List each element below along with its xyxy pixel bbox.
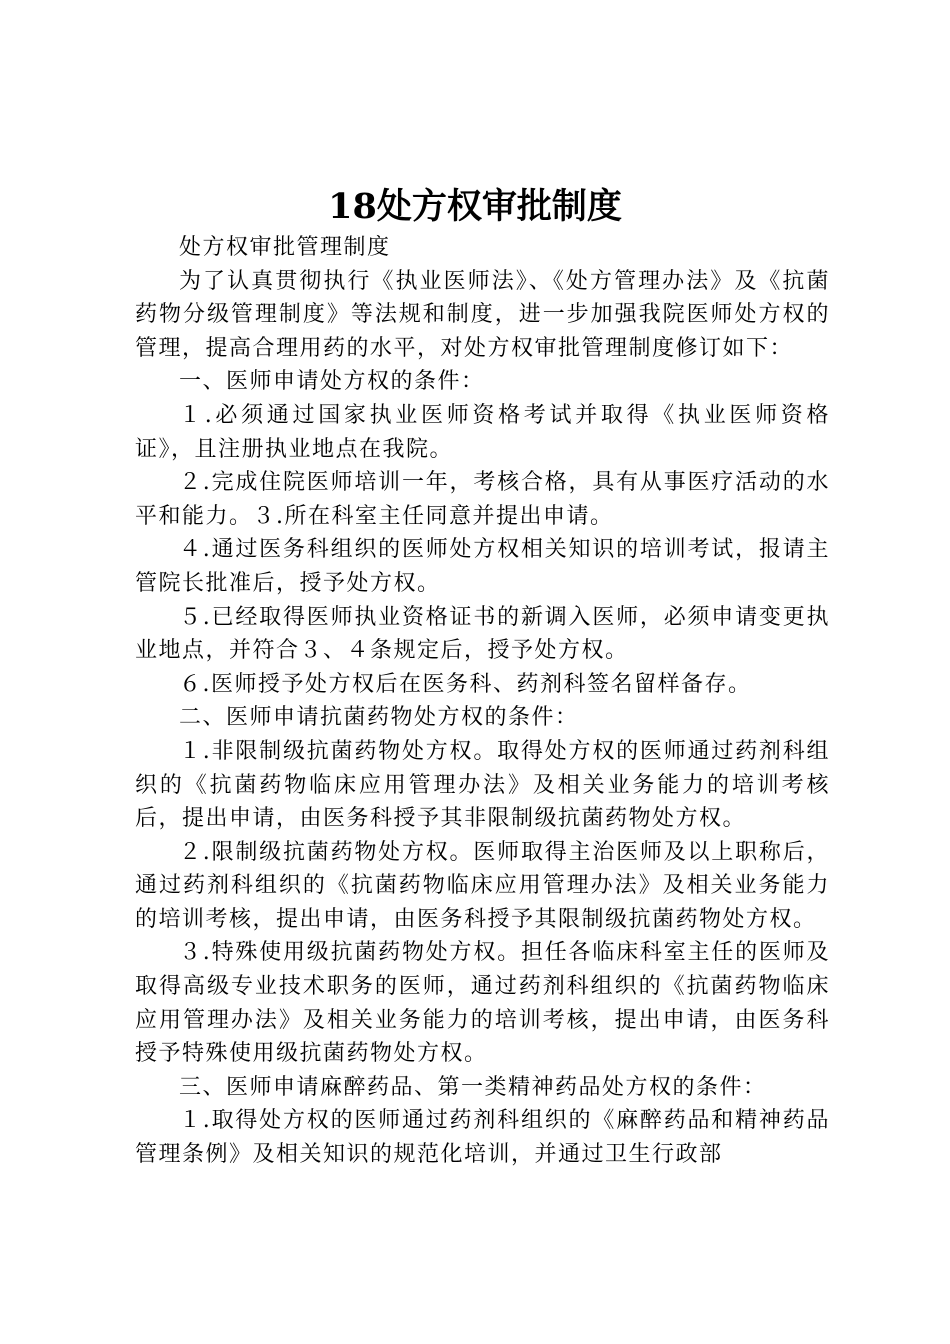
paragraph-intro: 为了认真贯彻执行《执业医师法》、《处方管理办法》及《抗菌药物分级管理制度》等法规和制度，进一步加强我院医师处方权的管理，提高合理用药的水平，对处方权审批管理制度修订如下：	[135, 268, 830, 361]
paragraph-item: ２.限制级抗菌药物处方权。医师取得主治医师及以上职称后，通过药剂科组织的《抗菌药物临床应用管理办法》及相关业务能力的培训考核，提出申请，由医务科授予其限制级抗菌药物处方权。	[135, 839, 830, 932]
section-heading-2: 二、医师申请抗菌药物处方权的条件：	[179, 705, 579, 731]
paragraph-item: ３.特殊使用级抗菌药物处方权。担任各临床科室主任的医师及取得高级专业技术职务的医师，通过药剂科组织的《抗菌药物临床应用管理办法》及相关业务能力的培训考核，提出申请，由医务科授予特殊使用级抗菌药物处方权。	[135, 940, 830, 1067]
document-body	[135, 231, 830, 1172]
paragraph-item: ５.已经取得医师执业资格证书的新调入医师，必须申请变更执业地点，并符合３、４条规定后，授予处方权。	[135, 604, 830, 664]
paragraph-item: １.取得处方权的医师通过药剂科组织的《麻醉药品和精神药品管理条例》及相关知识的规范化培训，并通过卫生行政部	[135, 1108, 830, 1168]
paragraph-item: １.非限制级抗菌药物处方权。取得处方权的医师通过药剂科组织的《抗菌药物临床应用管理办法》及相关业务能力的培训考核后，提出申请，由医务科授予其非限制级抗菌药物处方权。	[135, 738, 830, 832]
section-heading-1: 一、医师申请处方权的条件：	[179, 369, 485, 395]
paragraph-item: ２.完成住院医师培训一年，考核合格，具有从事医疗活动的水平和能力。３.所在科室主任同意并提出申请。	[135, 470, 830, 529]
paragraph-item: ４.通过医务科组织的医师处方权相关知识的培训考试，报请主管院长批准后，授予处方权。	[135, 537, 830, 596]
section-heading-3: 三、医师申请麻醉药品、第一类精神药品处方权的条件：	[179, 1074, 767, 1100]
document-title: 18处方权审批制度	[328, 186, 622, 227]
paragraph-item: ６.医师授予处方权后在医务科、药剂科签名留样备存。	[179, 671, 752, 697]
paragraph-subtitle: 处方权审批管理制度	[179, 235, 391, 260]
paragraph-item: １.必须通过国家执业医师资格考试并取得《执业医师资格证》，且注册执业地点在我院。	[135, 402, 830, 462]
